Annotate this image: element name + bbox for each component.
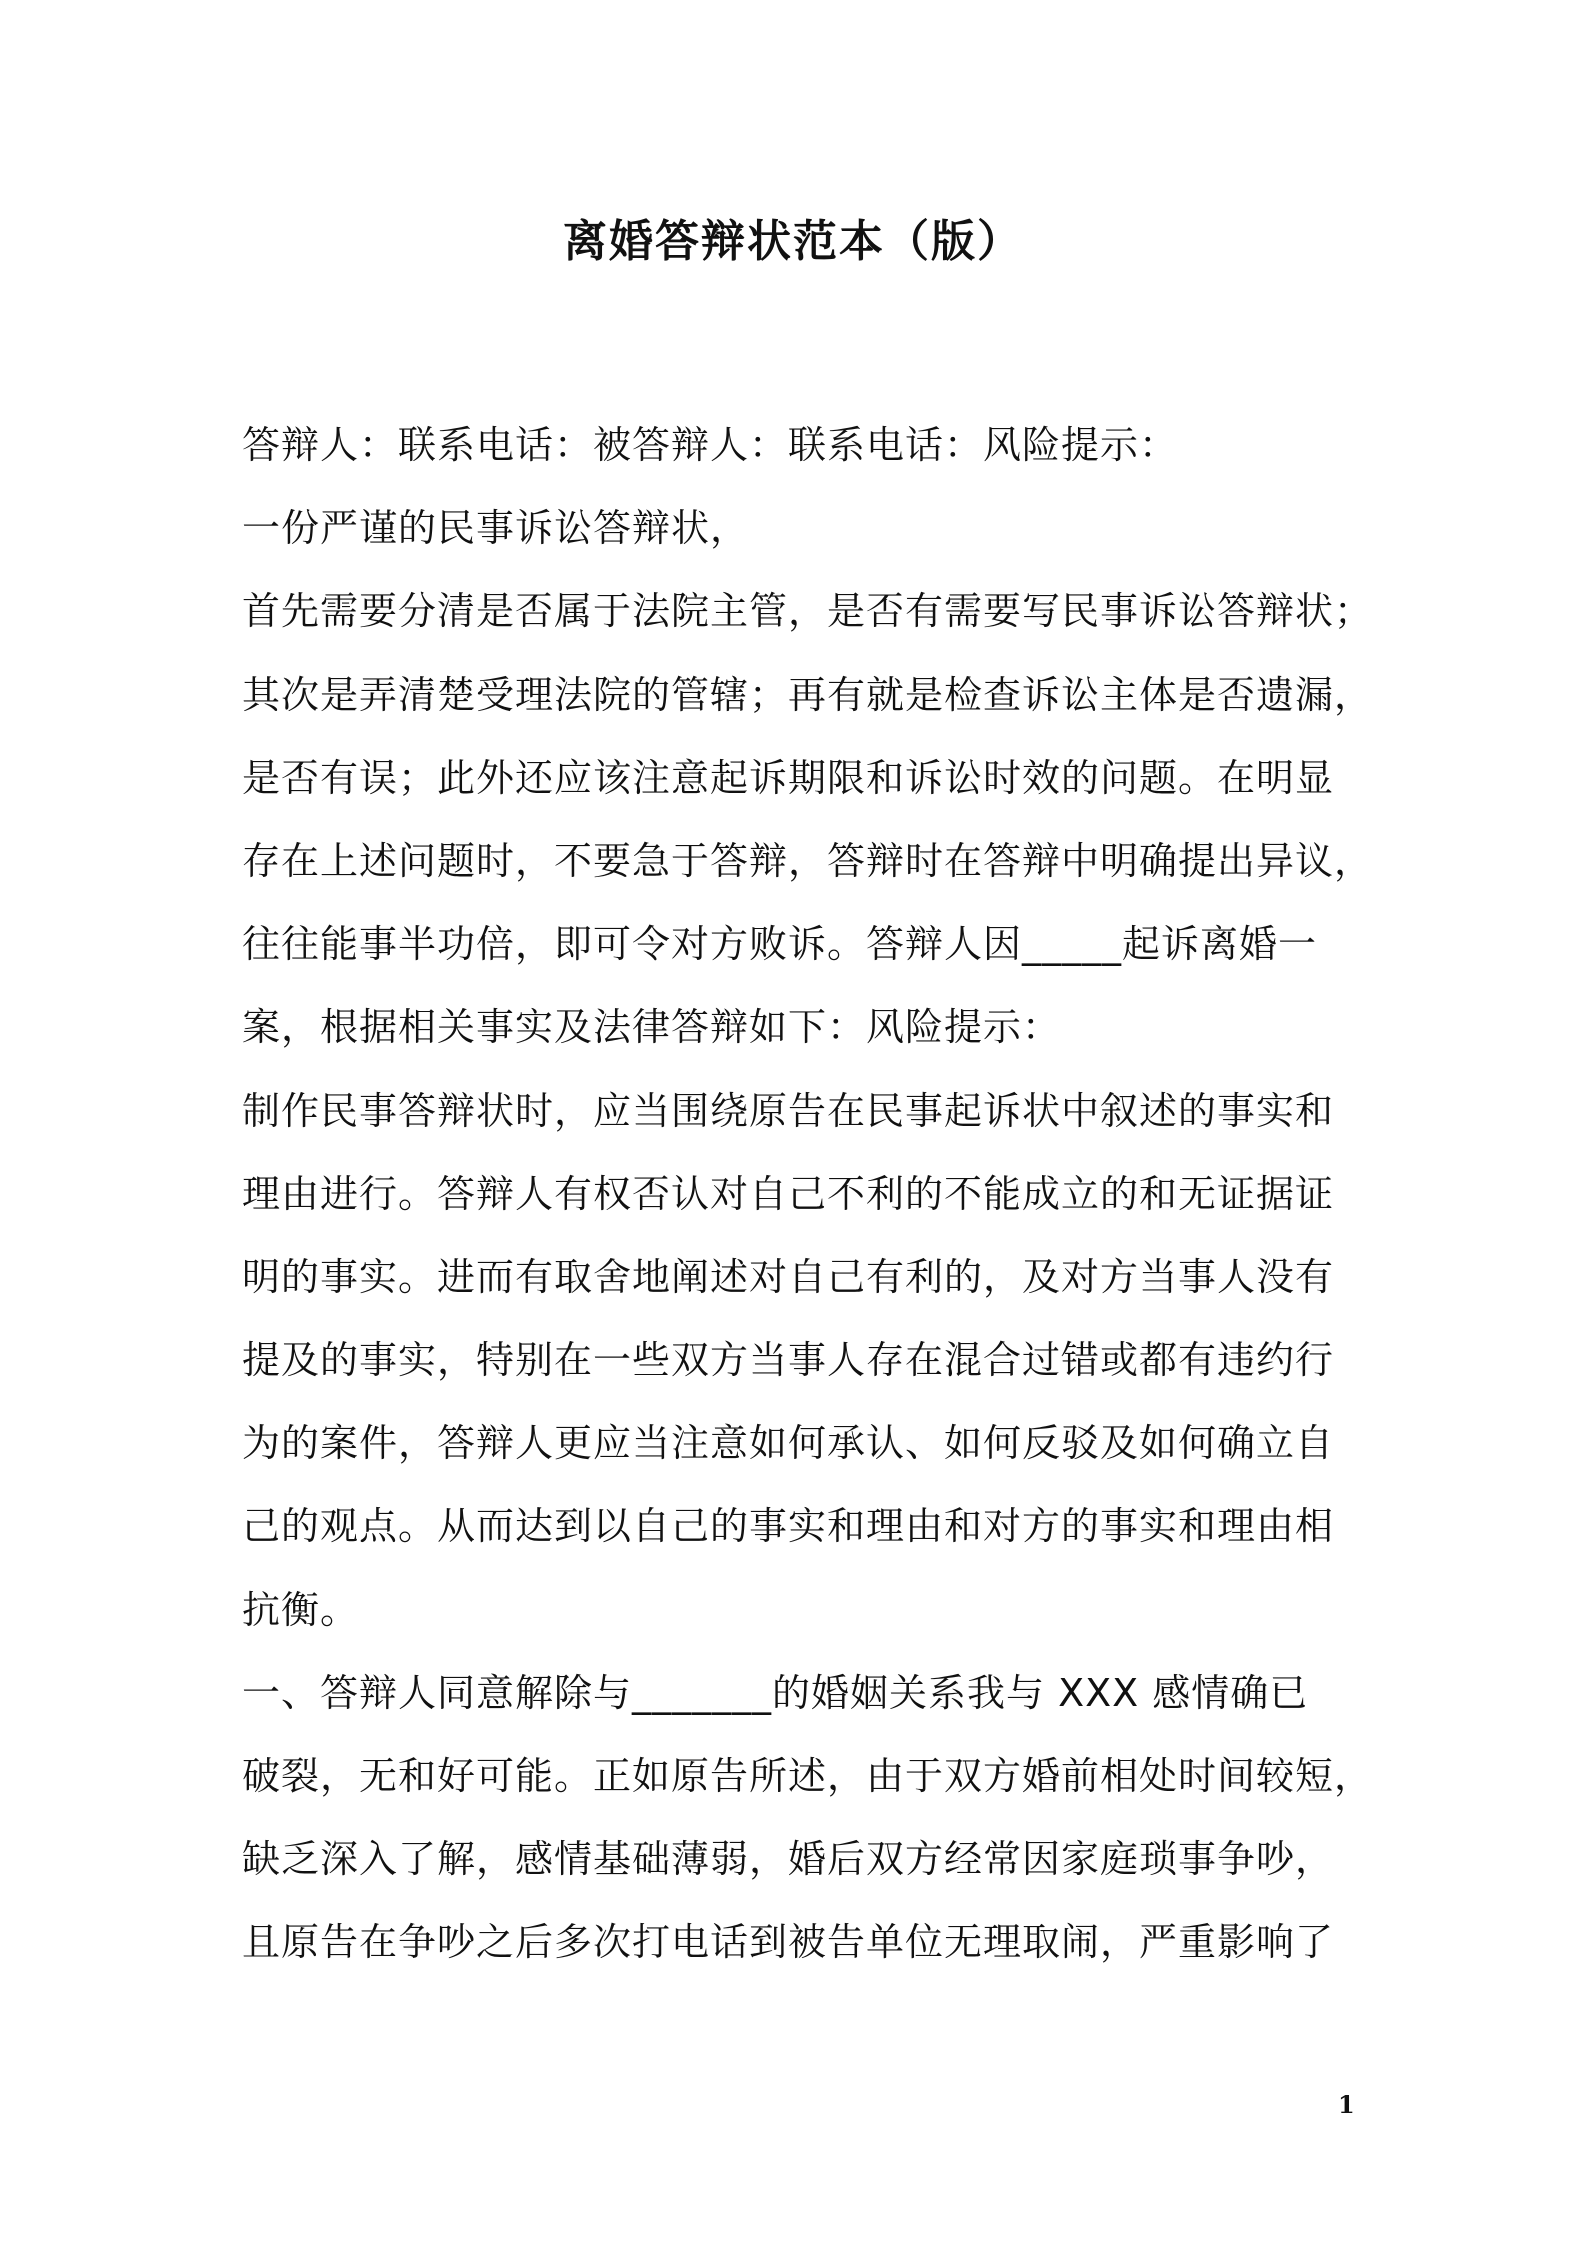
body-line: 且原告在争吵之后多次打电话到被告单位无理取闹，严重影响了: [242, 1920, 1335, 1965]
body-line: 答辩人：联系电话：被答辩人：联系电话：风险提示：: [242, 423, 1179, 467]
body-line: 破裂，无和好可能。正如原告所述，由于双方婚前相处时间较短，: [242, 1754, 1374, 1798]
body-line: 缺乏深入了解，感情基础薄弱，婚后双方经常因家庭琐事争吵，: [242, 1837, 1335, 1882]
body-line: 制作民事答辩状时，应当围绕原告在民事起诉状中叙述的事实和: [242, 1088, 1335, 1133]
body-line: 存在上述问题时，不要急于答辩，答辩时在答辩中明确提出异议，: [242, 838, 1374, 883]
body-line: 为的案件，答辩人更应当注意如何承认、如何反驳及如何确立自: [242, 1421, 1335, 1466]
body-line: 理由进行。答辩人有权否认对自己不利的不能成立的和无证据证: [242, 1171, 1335, 1216]
body-line: 抗衡。: [242, 1587, 360, 1632]
document-body: [242, 404, 1374, 1985]
page-number: 1: [1338, 2090, 1355, 2119]
body-line: 其次是弄清楚受理法院的管辖；再有就是检查诉讼主体是否遗漏，: [242, 672, 1374, 717]
document-title: 离婚答辩状范本（版）: [563, 216, 1023, 267]
body-line: 提及的事实，特别在一些双方当事人存在混合过错或都有违约行: [242, 1338, 1335, 1383]
body-line: 一份严谨的民事诉讼答辩状，: [242, 506, 750, 551]
body-line: 一、答辩人同意解除与_______的婚姻关系我与 XXX 感情确已: [242, 1670, 1309, 1715]
body-line: 明的事实。进而有取舍地阐述对自己有利的，及对方当事人没有: [242, 1254, 1335, 1299]
body-line: 是否有误；此外还应该注意起诉期限和诉讼时效的问题。在明显: [242, 755, 1335, 800]
body-line: 案，根据相关事实及法律答辩如下：风险提示：: [242, 1005, 1062, 1050]
body-line: 首先需要分清是否属于法院主管，是否有需要写民事诉讼答辩状；: [242, 589, 1374, 634]
body-line: 己的观点。从而达到以自己的事实和理由和对方的事实和理由相: [242, 1504, 1335, 1549]
body-line: 往往能事半功倍，即可令对方败诉。答辩人因_____起诉离婚一: [242, 922, 1318, 967]
